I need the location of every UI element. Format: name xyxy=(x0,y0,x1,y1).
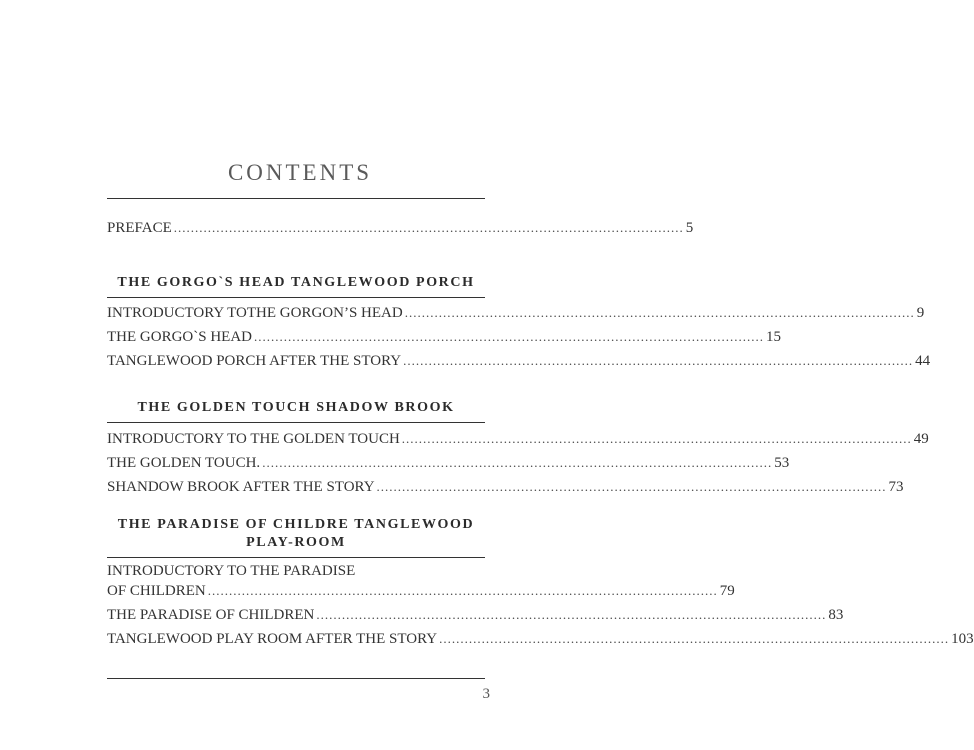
toc-entry[interactable] xyxy=(107,302,925,322)
section-heading: THE PARADISE OF CHILDRE TANGLEWOOD xyxy=(117,517,475,532)
toc-entry[interactable] xyxy=(107,604,844,624)
entry-title: THE GORGO`S HEAD xyxy=(107,329,252,345)
toc-entry-first-line: INTRODUCTORY TO THE PARADISE xyxy=(107,563,356,579)
entry-page: 49 xyxy=(913,431,929,447)
section-heading: THE GOLDEN TOUCH SHADOW BROOK xyxy=(137,400,455,415)
page-title: CONTENTS xyxy=(227,160,373,185)
section-rule xyxy=(107,557,485,558)
dot-leader: ........................................................................................................................ xyxy=(439,631,950,646)
entry-page: 103 xyxy=(951,631,974,647)
entry-page: 73 xyxy=(888,479,904,495)
toc-entry[interactable] xyxy=(107,580,735,600)
entry-title: PREFACE xyxy=(107,220,172,236)
dot-leader: ........................................................................................................................ xyxy=(254,329,764,344)
entry-title: INTRODUCTORY TO THE GOLDEN TOUCH xyxy=(107,431,400,447)
entry-page: 5 xyxy=(685,220,694,236)
toc-entry-preface[interactable] xyxy=(107,217,694,237)
section-heading-continued: PLAY-ROOM xyxy=(246,535,346,550)
entry-page: 83 xyxy=(828,607,844,623)
entry-title: TANGLEWOOD PLAY ROOM AFTER THE STORY xyxy=(107,631,438,647)
entry-page: 53 xyxy=(774,455,790,471)
entry-title: SHANDOW BROOK AFTER THE STORY xyxy=(107,479,375,495)
dot-leader: ........................................................................................................................ xyxy=(207,583,718,598)
toc-entry[interactable] xyxy=(107,628,974,648)
dot-leader: ........................................................................................................................ xyxy=(403,353,914,368)
entry-title: THE GOLDEN TOUCH. xyxy=(107,455,261,471)
entry-page: 9 xyxy=(916,305,925,321)
dot-leader: ........................................................................................................................ xyxy=(401,431,912,446)
dot-leader: ........................................................................................................................ xyxy=(316,607,827,622)
section-rule xyxy=(107,297,485,298)
dot-leader: ........................................................................................................................ xyxy=(173,220,684,235)
toc-entry[interactable] xyxy=(107,326,781,346)
entry-title: TANGLEWOOD PORCH AFTER THE STORY xyxy=(107,353,402,369)
section-rule xyxy=(107,422,485,423)
dot-leader: ........................................................................................................................ xyxy=(404,305,915,320)
dot-leader: ........................................................................................................................ xyxy=(376,479,887,494)
entry-title: INTRODUCTORY TOTHE GORGON’S HEAD xyxy=(107,305,403,321)
dot-leader: ........................................................................................................................ xyxy=(262,455,773,470)
toc-entry[interactable] xyxy=(107,428,929,448)
entry-page: 44 xyxy=(915,353,931,369)
top-rule xyxy=(107,198,485,199)
page-number: 3 xyxy=(482,686,490,702)
entry-title: THE PARADISE OF CHILDREN xyxy=(107,607,315,623)
entry-page: 79 xyxy=(719,583,735,599)
toc-entry[interactable] xyxy=(107,476,904,496)
toc-entry[interactable] xyxy=(107,350,931,370)
section-heading: THE GORGO`S HEAD TANGLEWOOD PORCH xyxy=(117,275,475,290)
bottom-rule xyxy=(107,678,485,679)
entry-title: OF CHILDREN xyxy=(107,583,206,599)
entry-page: 15 xyxy=(766,329,781,345)
toc-entry[interactable] xyxy=(107,452,790,472)
